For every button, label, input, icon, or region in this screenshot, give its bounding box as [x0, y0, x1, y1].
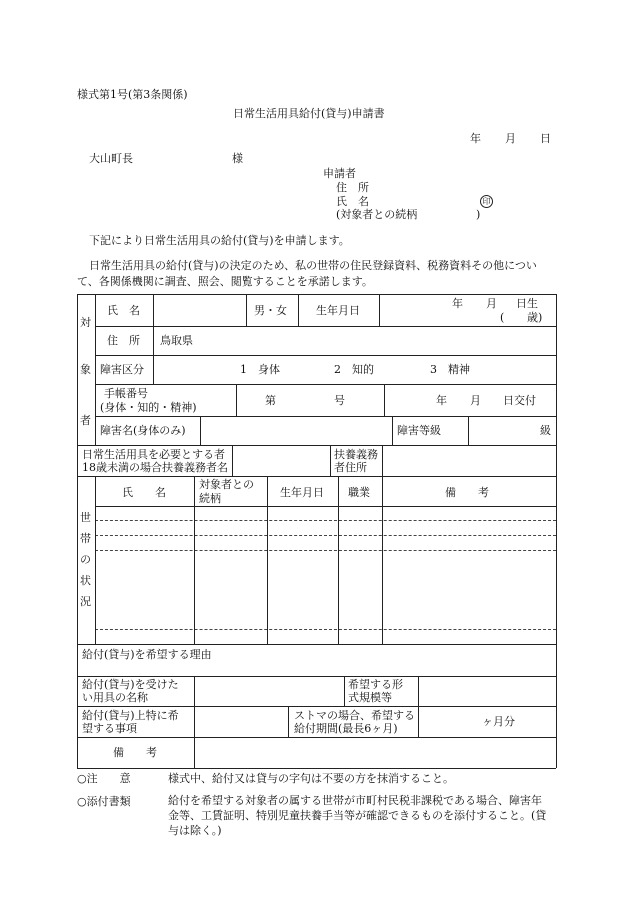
disability-option-physical: 1 身体: [240, 363, 280, 376]
notebook-number-prefix: 第: [265, 394, 276, 407]
applicant-relation-close: ): [476, 208, 481, 221]
form-number: 様式第1号(第3条関係): [77, 88, 188, 101]
date-month: 月: [505, 132, 516, 145]
household-header-occupation: 職業: [348, 486, 370, 499]
seal-icon: 印: [480, 195, 493, 208]
item-spec-line2: 式規模等: [348, 691, 392, 704]
household-side-char-3: の: [80, 553, 91, 566]
issue-day: 日交付: [503, 394, 536, 407]
subject-dob-label: 生年月日: [316, 304, 360, 317]
applicant-name-label: 氏 名: [336, 195, 369, 208]
notebook-types: (身体・知的・精神): [100, 401, 197, 414]
household-header-dob: 生年月日: [280, 486, 324, 499]
guardian-label-line1: 日常生活用具を必要とする者: [82, 448, 225, 461]
date-year: 年: [470, 132, 481, 145]
disability-option-mental: 3 精神: [430, 363, 470, 376]
note-caution-label: ○注 意: [77, 772, 131, 785]
applicant-relation-label: (対象者との続柄: [336, 208, 418, 221]
household-header-name: 氏 名: [122, 486, 166, 499]
note-caution-text: 様式中、給付又は貸与の字句は不要の方を抹消すること。: [168, 772, 454, 785]
special-label-line1: 給付(貸与)上特に希: [82, 709, 179, 722]
disability-option-intellectual: 2 知的: [334, 363, 374, 376]
stoma-label-line2: 給付期間(最長6ヶ月): [294, 722, 398, 735]
subject-side-char-2: 象: [80, 363, 91, 376]
household-side-char-2: 帯: [80, 532, 91, 545]
stoma-months: ヶ月分: [482, 715, 515, 728]
subject-side-char-3: 者: [80, 414, 91, 427]
subject-address-label: 住 所: [107, 334, 140, 347]
notebook-label: 手帳番号: [104, 387, 148, 400]
household-header-remarks: 備 考: [445, 486, 489, 499]
guardian-label-line2: 18歳未満の場合扶養義務者名: [82, 461, 228, 474]
seal-mark: [480, 194, 493, 208]
guardian-address-label-line2: 者住所: [334, 461, 367, 474]
household-side-char-5: 況: [80, 595, 91, 608]
note-attachment-text: 給付を希望する対象者の属する世帯が市町村民税非課税である場合、障害年 金等、工賃証明、特別児童扶養手当等が確認できるものを添付すること。(貸 与は除く。): [168, 794, 547, 837]
guardian-address-label-line1: 扶養義務: [334, 448, 378, 461]
subject-sex: 男・女: [254, 304, 287, 317]
issue-year: 年: [436, 394, 447, 407]
addressee-honorific: 様: [232, 152, 243, 165]
household-side-char-1: 世: [80, 511, 91, 524]
intro-text: 下記により日常生活用具の給付(貸与)を申請します。: [89, 234, 350, 247]
subject-address-value: 鳥取県: [160, 334, 193, 347]
disability-grade-unit: 級: [540, 424, 551, 437]
subject-age-close: 歳): [527, 311, 543, 324]
item-label-line2: い用具の名称: [82, 691, 148, 704]
subject-dob-year: 年: [452, 297, 463, 310]
disability-class-label: 障害区分: [100, 363, 144, 376]
stoma-label-line1: ストマの場合、希望する: [294, 709, 415, 722]
reason-label: 給付(貸与)を希望する理由: [82, 648, 212, 661]
subject-dob-month: 月: [486, 297, 497, 310]
disability-name-label: 障害名(身体のみ): [100, 424, 186, 437]
consent-text: 日常生活用具の給付(貸与)の決定のため、私の世帯の住民登録資料、税務資料その他につい て、各関係機関に調査、照会、閲覧することを承諾します。: [77, 259, 537, 288]
disability-grade-label: 障害等級: [397, 424, 441, 437]
note-attachment-label: ○添付書類: [77, 795, 131, 808]
form-title: 日常生活用具給付(貸与)申請書: [233, 107, 385, 120]
subject-name-label: 氏 名: [107, 304, 140, 317]
applicant-heading: 申請者: [323, 167, 356, 180]
item-spec-line1: 希望する形: [348, 678, 403, 691]
household-side-char-4: 状: [80, 574, 91, 587]
household-header-relation-line1: 対象者との: [199, 478, 254, 491]
applicant-address-label: 住 所: [336, 181, 369, 194]
remarks-label: 備 考: [113, 746, 157, 759]
special-label-line2: 望する事項: [82, 722, 137, 735]
issue-month: 月: [470, 394, 481, 407]
item-label-line1: 給付(貸与)を受けた: [82, 678, 179, 691]
subject-dob-day: 日生: [516, 297, 538, 310]
subject-side-char-1: 対: [80, 316, 91, 329]
subject-age-open: (: [500, 311, 505, 324]
notebook-number-suffix: 号: [334, 394, 345, 407]
addressee-name: 大山町長: [89, 152, 133, 165]
date-day: 日: [540, 132, 551, 145]
household-header-relation-line2: 続柄: [199, 492, 221, 505]
